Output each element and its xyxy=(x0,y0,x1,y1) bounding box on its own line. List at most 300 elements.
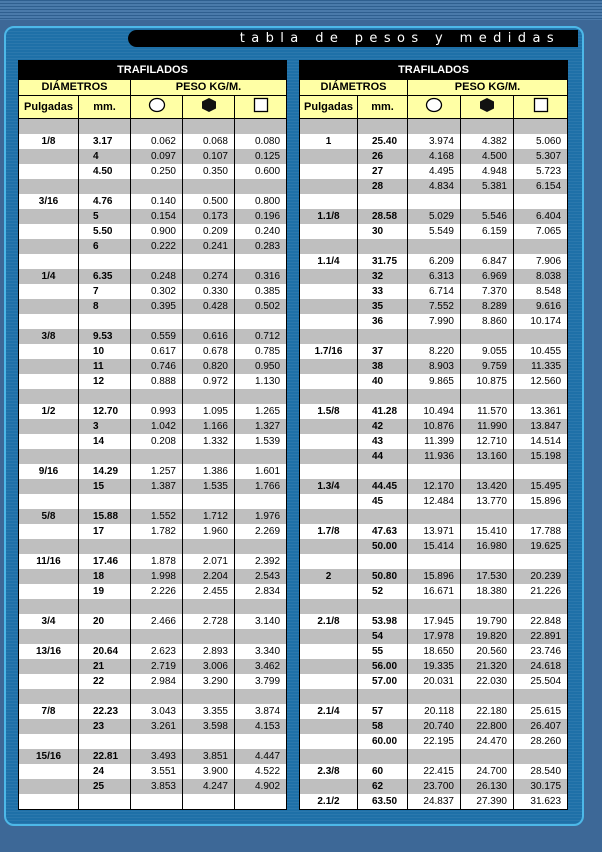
hex-weight-cell: 24.470 xyxy=(461,734,514,749)
square-weight-cell xyxy=(235,539,287,554)
square-weight-cell: 10.455 xyxy=(514,344,568,359)
inches-cell xyxy=(19,389,79,404)
inches-cell xyxy=(300,119,358,135)
table-row xyxy=(19,134,287,149)
hex-weight-cell: 7.370 xyxy=(461,284,514,299)
inches-cell xyxy=(300,374,358,389)
mm-cell: 30 xyxy=(358,224,408,239)
mm-cell: 4.76 xyxy=(79,194,131,209)
inches-cell xyxy=(19,209,79,224)
inches-cell: 1.1/4 xyxy=(300,254,358,269)
mm-cell: 4 xyxy=(79,149,131,164)
square-weight-cell: 0.240 xyxy=(235,224,287,239)
inches-cell: 2.1/4 xyxy=(300,704,358,719)
mm-cell: 63.50 xyxy=(358,794,408,810)
table-row xyxy=(300,629,568,644)
mm-cell: 55 xyxy=(358,644,408,659)
round-weight-cell: 3.551 xyxy=(131,764,183,779)
diameters-header: DIÁMETROS xyxy=(300,80,408,96)
mm-cell xyxy=(358,689,408,704)
hex-weight-cell: 6.159 xyxy=(461,224,514,239)
hex-weight-cell xyxy=(183,539,235,554)
mm-cell xyxy=(79,119,131,135)
table-row xyxy=(19,749,287,764)
square-weight-cell: 0.196 xyxy=(235,209,287,224)
round-weight-cell xyxy=(131,629,183,644)
inches-cell xyxy=(300,689,358,704)
mm-cell xyxy=(79,179,131,194)
weights-table-left xyxy=(18,60,287,810)
table-row xyxy=(300,254,568,269)
hex-weight-cell xyxy=(461,194,514,209)
square-weight-cell xyxy=(235,629,287,644)
round-weight-cell: 6.209 xyxy=(408,254,461,269)
round-weight-cell: 3.493 xyxy=(131,749,183,764)
table-row xyxy=(300,269,568,284)
inches-cell xyxy=(19,224,79,239)
hex-weight-cell: 19.820 xyxy=(461,629,514,644)
inches-cell xyxy=(19,179,79,194)
round-weight-cell: 0.302 xyxy=(131,284,183,299)
square-weight-cell: 30.175 xyxy=(514,779,568,794)
square-weight-cell xyxy=(235,389,287,404)
square-weight-cell: 4.153 xyxy=(235,719,287,734)
round-icon xyxy=(408,96,461,119)
mm-cell xyxy=(79,689,131,704)
hex-weight-cell xyxy=(461,599,514,614)
round-weight-cell: 2.623 xyxy=(131,644,183,659)
mm-cell: 32 xyxy=(358,269,408,284)
square-weight-cell xyxy=(514,689,568,704)
inches-cell xyxy=(300,224,358,239)
hex-weight-cell: 1.712 xyxy=(183,509,235,524)
mm-cell: 17 xyxy=(79,524,131,539)
table-row xyxy=(19,554,287,569)
round-weight-cell: 0.097 xyxy=(131,149,183,164)
round-weight-cell: 0.140 xyxy=(131,194,183,209)
table-row xyxy=(19,524,287,539)
round-weight-cell: 11.936 xyxy=(408,449,461,464)
inches-cell: 3/4 xyxy=(19,614,79,629)
hex-weight-cell: 13.770 xyxy=(461,494,514,509)
square-weight-cell: 5.307 xyxy=(514,149,568,164)
round-weight-cell: 18.650 xyxy=(408,644,461,659)
mm-cell: 3 xyxy=(79,419,131,434)
hex-weight-cell: 3.355 xyxy=(183,704,235,719)
mm-cell: 6 xyxy=(79,239,131,254)
inches-cell xyxy=(19,734,79,749)
mm-cell: 58 xyxy=(358,719,408,734)
hex-weight-cell: 22.180 xyxy=(461,704,514,719)
inches-header: Pulgadas xyxy=(300,96,358,119)
inches-header: Pulgadas xyxy=(19,96,79,119)
table-row xyxy=(300,779,568,794)
hex-weight-cell xyxy=(461,329,514,344)
hex-weight-cell: 11.990 xyxy=(461,419,514,434)
square-weight-cell: 22.848 xyxy=(514,614,568,629)
table-row xyxy=(19,419,287,434)
table-row xyxy=(300,764,568,779)
inches-cell xyxy=(300,494,358,509)
square-weight-cell: 25.615 xyxy=(514,704,568,719)
round-weight-cell: 2.984 xyxy=(131,674,183,689)
square-weight-cell: 9.616 xyxy=(514,299,568,314)
inches-cell xyxy=(19,164,79,179)
square-weight-cell xyxy=(235,734,287,749)
square-weight-cell: 4.447 xyxy=(235,749,287,764)
table-row xyxy=(300,659,568,674)
round-weight-cell: 19.335 xyxy=(408,659,461,674)
square-weight-cell: 3.799 xyxy=(235,674,287,689)
mm-cell: 25.40 xyxy=(358,134,408,149)
inches-cell xyxy=(300,734,358,749)
table-row xyxy=(300,434,568,449)
inches-cell xyxy=(19,494,79,509)
round-weight-cell: 0.208 xyxy=(131,434,183,449)
square-weight-cell: 8.038 xyxy=(514,269,568,284)
round-weight-cell: 9.865 xyxy=(408,374,461,389)
inches-cell: 1.7/8 xyxy=(300,524,358,539)
hex-weight-cell: 2.204 xyxy=(183,569,235,584)
table-row xyxy=(300,239,568,254)
inches-cell xyxy=(19,479,79,494)
hex-weight-cell: 6.847 xyxy=(461,254,514,269)
square-weight-cell: 13.847 xyxy=(514,419,568,434)
square-weight-cell: 2.543 xyxy=(235,569,287,584)
table-row xyxy=(19,464,287,479)
hex-weight-cell: 17.530 xyxy=(461,569,514,584)
table-row xyxy=(300,554,568,569)
mm-cell xyxy=(358,194,408,209)
round-weight-cell: 0.154 xyxy=(131,209,183,224)
hex-weight-cell: 26.130 xyxy=(461,779,514,794)
round-weight-cell: 0.395 xyxy=(131,299,183,314)
mm-cell: 28.58 xyxy=(358,209,408,224)
square-weight-cell xyxy=(235,449,287,464)
inches-cell xyxy=(300,239,358,254)
table-row xyxy=(300,359,568,374)
inches-cell: 3/8 xyxy=(19,329,79,344)
inches-cell xyxy=(19,719,79,734)
square-weight-cell: 0.712 xyxy=(235,329,287,344)
round-weight-cell: 12.484 xyxy=(408,494,461,509)
square-weight-cell: 4.522 xyxy=(235,764,287,779)
inches-cell xyxy=(300,299,358,314)
mm-cell: 53.98 xyxy=(358,614,408,629)
hex-weight-cell: 19.790 xyxy=(461,614,514,629)
square-weight-cell: 8.548 xyxy=(514,284,568,299)
square-weight-cell: 15.198 xyxy=(514,449,568,464)
hex-weight-cell: 13.160 xyxy=(461,449,514,464)
round-weight-cell: 0.900 xyxy=(131,224,183,239)
hex-weight-cell: 8.860 xyxy=(461,314,514,329)
table-row xyxy=(19,194,287,209)
round-weight-cell xyxy=(408,119,461,135)
mm-cell: 21 xyxy=(79,659,131,674)
square-weight-cell: 0.316 xyxy=(235,269,287,284)
mm-cell: 50.00 xyxy=(358,539,408,554)
mm-cell xyxy=(358,119,408,135)
table-row xyxy=(19,674,287,689)
weight-header: PESO KG/M. xyxy=(131,80,287,96)
table-row xyxy=(300,584,568,599)
square-weight-cell: 3.140 xyxy=(235,614,287,629)
hex-weight-cell xyxy=(183,734,235,749)
hex-weight-cell: 12.710 xyxy=(461,434,514,449)
mm-cell xyxy=(358,239,408,254)
hex-weight-cell xyxy=(183,629,235,644)
round-weight-cell xyxy=(408,239,461,254)
round-weight-cell: 2.719 xyxy=(131,659,183,674)
inches-cell xyxy=(300,779,358,794)
top-stripes xyxy=(0,0,602,20)
round-weight-cell: 20.031 xyxy=(408,674,461,689)
round-weight-cell: 1.042 xyxy=(131,419,183,434)
square-weight-cell: 1.766 xyxy=(235,479,287,494)
table-row xyxy=(19,764,287,779)
table-row xyxy=(300,119,568,135)
inches-cell xyxy=(300,359,358,374)
hex-weight-cell xyxy=(461,689,514,704)
hex-weight-cell: 3.006 xyxy=(183,659,235,674)
table-row xyxy=(19,704,287,719)
inches-cell: 1.7/16 xyxy=(300,344,358,359)
mm-cell xyxy=(79,599,131,614)
square-weight-cell xyxy=(514,194,568,209)
hex-weight-cell xyxy=(461,239,514,254)
mm-cell: 52 xyxy=(358,584,408,599)
table-row xyxy=(19,209,287,224)
square-weight-cell: 28.260 xyxy=(514,734,568,749)
table-row xyxy=(19,659,287,674)
hex-weight-cell: 13.420 xyxy=(461,479,514,494)
round-weight-cell: 1.878 xyxy=(131,554,183,569)
round-weight-cell xyxy=(131,794,183,810)
diameters-header: DIÁMETROS xyxy=(19,80,131,96)
inches-cell xyxy=(19,569,79,584)
round-weight-cell xyxy=(131,539,183,554)
square-weight-cell: 0.785 xyxy=(235,344,287,359)
mm-cell: 5.50 xyxy=(79,224,131,239)
square-weight-cell: 1.976 xyxy=(235,509,287,524)
mm-cell xyxy=(358,329,408,344)
mm-cell: 14.29 xyxy=(79,464,131,479)
round-weight-cell: 0.993 xyxy=(131,404,183,419)
hex-weight-cell: 0.274 xyxy=(183,269,235,284)
inches-cell xyxy=(300,284,358,299)
round-weight-cell: 0.559 xyxy=(131,329,183,344)
inches-cell xyxy=(19,239,79,254)
square-weight-cell: 1.327 xyxy=(235,419,287,434)
round-weight-cell: 4.834 xyxy=(408,179,461,194)
table-row xyxy=(300,149,568,164)
square-weight-cell: 22.891 xyxy=(514,629,568,644)
square-weight-cell xyxy=(235,689,287,704)
mm-cell: 56.00 xyxy=(358,659,408,674)
round-weight-cell xyxy=(408,329,461,344)
mm-cell: 15 xyxy=(79,479,131,494)
table-row xyxy=(300,344,568,359)
mm-cell xyxy=(79,734,131,749)
inches-cell xyxy=(19,599,79,614)
square-weight-cell: 0.950 xyxy=(235,359,287,374)
square-weight-cell: 0.800 xyxy=(235,194,287,209)
hex-weight-cell: 1.535 xyxy=(183,479,235,494)
hex-weight-cell: 0.068 xyxy=(183,134,235,149)
mm-cell: 8 xyxy=(79,299,131,314)
round-weight-cell: 1.387 xyxy=(131,479,183,494)
table-row xyxy=(300,494,568,509)
table-row xyxy=(19,284,287,299)
square-icon xyxy=(514,96,568,119)
hex-weight-cell: 10.875 xyxy=(461,374,514,389)
square-weight-cell: 17.788 xyxy=(514,524,568,539)
hex-weight-cell: 0.616 xyxy=(183,329,235,344)
inches-cell: 11/16 xyxy=(19,554,79,569)
inches-cell xyxy=(19,254,79,269)
round-weight-cell: 6.313 xyxy=(408,269,461,284)
round-weight-cell: 1.998 xyxy=(131,569,183,584)
mm-cell xyxy=(79,539,131,554)
round-weight-cell xyxy=(408,554,461,569)
inches-cell xyxy=(300,269,358,284)
round-weight-cell: 7.552 xyxy=(408,299,461,314)
hexagon-icon xyxy=(183,96,235,119)
round-weight-cell: 0.250 xyxy=(131,164,183,179)
inches-cell: 2.1/2 xyxy=(300,794,358,810)
table-row xyxy=(19,629,287,644)
mm-cell: 54 xyxy=(358,629,408,644)
hex-weight-cell: 18.380 xyxy=(461,584,514,599)
square-weight-cell xyxy=(514,509,568,524)
mm-cell: 42 xyxy=(358,419,408,434)
inches-cell: 2 xyxy=(300,569,358,584)
round-weight-cell: 4.495 xyxy=(408,164,461,179)
hex-weight-cell: 9.759 xyxy=(461,359,514,374)
square-weight-cell: 15.495 xyxy=(514,479,568,494)
table-row xyxy=(19,404,287,419)
round-weight-cell: 7.990 xyxy=(408,314,461,329)
inches-cell xyxy=(19,779,79,794)
inches-cell xyxy=(19,434,79,449)
inches-cell xyxy=(300,674,358,689)
square-weight-cell xyxy=(235,599,287,614)
mm-cell: 19 xyxy=(79,584,131,599)
hex-weight-cell xyxy=(183,794,235,810)
round-weight-cell: 11.399 xyxy=(408,434,461,449)
round-weight-cell xyxy=(408,689,461,704)
round-weight-cell: 17.945 xyxy=(408,614,461,629)
inches-cell xyxy=(300,719,358,734)
mm-cell: 7 xyxy=(79,284,131,299)
square-weight-cell xyxy=(235,314,287,329)
table-row xyxy=(300,794,568,810)
mm-cell: 22.81 xyxy=(79,749,131,764)
table-row xyxy=(300,539,568,554)
mm-cell: 4.50 xyxy=(79,164,131,179)
square-weight-cell: 0.283 xyxy=(235,239,287,254)
round-weight-cell: 13.971 xyxy=(408,524,461,539)
round-weight-cell: 3.853 xyxy=(131,779,183,794)
round-weight-cell: 6.714 xyxy=(408,284,461,299)
square-weight-cell xyxy=(514,389,568,404)
square-weight-cell: 1.539 xyxy=(235,434,287,449)
mm-cell: 27 xyxy=(358,164,408,179)
table-row xyxy=(300,389,568,404)
inches-cell xyxy=(19,344,79,359)
round-weight-cell xyxy=(131,449,183,464)
inches-cell xyxy=(300,509,358,524)
round-weight-cell xyxy=(131,254,183,269)
mm-cell: 47.63 xyxy=(358,524,408,539)
table-row xyxy=(19,569,287,584)
round-icon xyxy=(131,96,183,119)
square-weight-cell: 2.392 xyxy=(235,554,287,569)
inches-cell xyxy=(300,149,358,164)
mm-cell xyxy=(79,314,131,329)
inches-cell: 13/16 xyxy=(19,644,79,659)
hex-weight-cell xyxy=(183,254,235,269)
square-weight-cell xyxy=(235,179,287,194)
round-weight-cell: 12.170 xyxy=(408,479,461,494)
round-weight-cell: 20.740 xyxy=(408,719,461,734)
hex-weight-cell: 20.560 xyxy=(461,644,514,659)
table-row xyxy=(19,374,287,389)
inches-cell xyxy=(19,149,79,164)
hex-weight-cell xyxy=(461,749,514,764)
table-row xyxy=(19,149,287,164)
square-weight-cell: 5.723 xyxy=(514,164,568,179)
inches-cell xyxy=(19,629,79,644)
round-weight-cell xyxy=(131,494,183,509)
table-row xyxy=(19,644,287,659)
square-weight-cell: 0.125 xyxy=(235,149,287,164)
hex-weight-cell: 5.381 xyxy=(461,179,514,194)
table-row xyxy=(300,329,568,344)
table-row xyxy=(300,194,568,209)
mm-cell: 9.53 xyxy=(79,329,131,344)
hex-weight-cell: 3.900 xyxy=(183,764,235,779)
table-row xyxy=(300,224,568,239)
table-row xyxy=(300,299,568,314)
hex-weight-cell xyxy=(461,509,514,524)
mm-cell: 14 xyxy=(79,434,131,449)
table-row xyxy=(300,524,568,539)
hex-weight-cell: 27.390 xyxy=(461,794,514,810)
square-weight-cell: 6.404 xyxy=(514,209,568,224)
round-weight-cell xyxy=(408,389,461,404)
hex-weight-cell: 16.980 xyxy=(461,539,514,554)
mm-cell: 25 xyxy=(79,779,131,794)
weights-table-right xyxy=(299,60,568,810)
square-weight-cell: 3.462 xyxy=(235,659,287,674)
mm-cell: 18 xyxy=(79,569,131,584)
mm-cell: 57 xyxy=(358,704,408,719)
mm-cell: 50.80 xyxy=(358,569,408,584)
mm-cell: 38 xyxy=(358,359,408,374)
square-weight-cell: 4.902 xyxy=(235,779,287,794)
table-row xyxy=(19,224,287,239)
inches-cell xyxy=(19,359,79,374)
hex-weight-cell xyxy=(183,389,235,404)
hex-weight-cell: 0.678 xyxy=(183,344,235,359)
hex-weight-cell: 2.728 xyxy=(183,614,235,629)
mm-cell: 22.23 xyxy=(79,704,131,719)
inches-cell: 1.5/8 xyxy=(300,404,358,419)
square-weight-cell xyxy=(235,794,287,810)
mm-cell: 12 xyxy=(79,374,131,389)
inches-cell xyxy=(300,464,358,479)
